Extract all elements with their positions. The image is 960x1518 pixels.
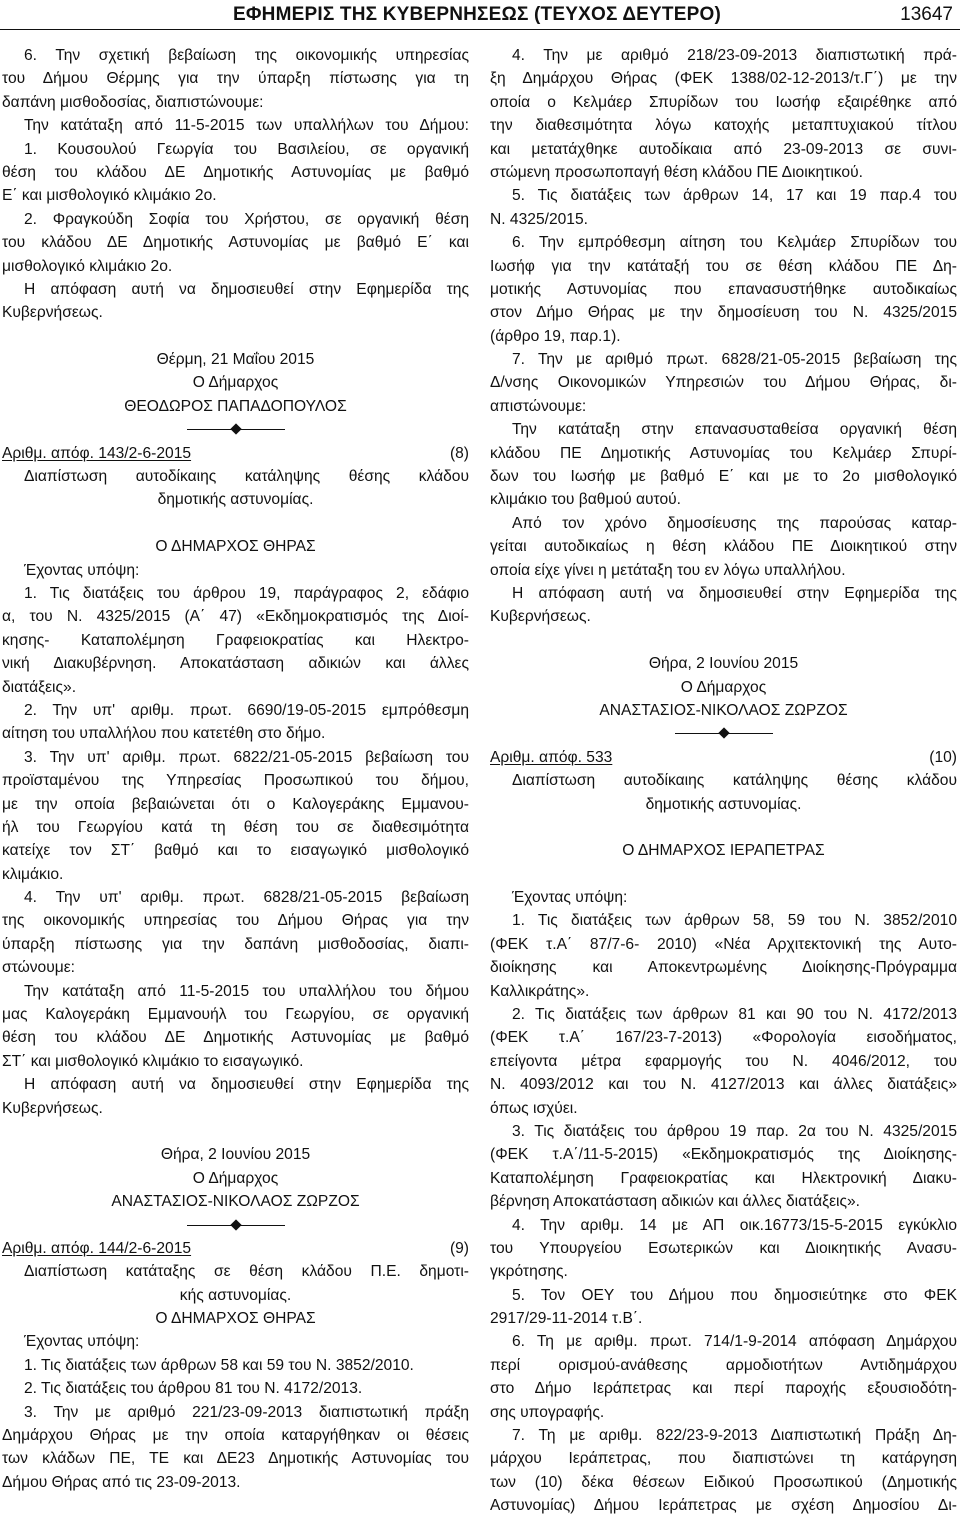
list-item — [490, 184, 957, 231]
list-item — [2, 746, 469, 886]
list-item — [490, 1330, 957, 1424]
text-line: των (10) δέκα θέσεων Ειδικού Προσωπικού (Δημοτικής — [490, 1473, 957, 1491]
paragraph — [2, 1073, 469, 1120]
decision-8 — [2, 442, 469, 1237]
text-line: Ιωσήφ για την κατάταξή του σε θέση κλάδου ΠΕ Δη- — [490, 257, 957, 275]
text-line: των κλάδων ΠΕ, ΤΕ και ΔΕ23 Δημοτικής Αστυνομίας του — [2, 1450, 469, 1468]
text-line: ΣΤ΄ και μισθολογικό κλιμάκιο το εισαγωγικό. — [2, 1052, 304, 1070]
text-line: 6. Την εμπρόθεσμη αίτηση του Κελμάερ Σπυρίδων του — [512, 234, 957, 252]
text-line: της οικονομικής υπηρεσίας του Δήμου Θήρας για την — [2, 912, 469, 930]
text-line: μοτικής Αστυνομίας που επανασυστήθηκε αυτοδικαίως — [490, 280, 957, 298]
list-item — [490, 44, 957, 184]
text-line: (ΦΕΚ τ.Α΄ 167/23-7-2013) «Φορολογία εισοδήματος, — [490, 1029, 957, 1047]
gazette-title: ΕΦΗΜΕΡΙΣ ΤΗΣ ΚΥΒΕΡΝΗΣΕΩΣ (ΤΕΥΧΟΣ ΔΕΥΤΕΡΟ) — [233, 4, 721, 25]
text-line: 1. Τις διατάξεις των άρθρων 58, 59 του Ν. 3852/2010 — [512, 912, 957, 930]
section-separator — [2, 418, 469, 441]
text-line: θέση του κλάδου ΔΕ Δημοτικής Αστυνομίας με βαθμό — [2, 1029, 469, 1047]
text-line: οποία ο Κελμάερ Σπυρίδων του Ιωσήφ εξαιρέθηκε από — [490, 93, 957, 111]
signature-role: Ο Δήμαρχος — [192, 1169, 279, 1187]
text-line: Δημάρχου Θήρας με την οποία καταργήθηκαν οι θέσεις — [2, 1427, 469, 1445]
text-line: Αστυνομίας) Δήμου Ιεράπετρας με σχέση Δημοσίου Δι- — [490, 1497, 957, 1515]
signature-date: Θήρα, 2 Ιουνίου 2015 — [648, 655, 799, 673]
text-line: 1. Κουσουλού Γεωργία του Βασιλείου, σε οργανική — [24, 140, 469, 158]
list-item — [490, 1120, 957, 1214]
signature-date: Θήρα, 2 Ιουνίου 2015 — [160, 1146, 311, 1164]
left-column — [2, 44, 469, 1494]
text-line: νική Διακυβέρνηση. Αποκατάσταση αδικιών και άλλες — [2, 655, 469, 673]
text-line: Καλλικράτης». — [490, 982, 590, 1000]
decision-number: Αριθμ. απόφ. 144/2-6-2015 — [2, 1239, 192, 1257]
text-line: 7. Τη με αριθμ. 822/23-9-2013 Διαπιστωτική Πράξη Δη- — [512, 1427, 957, 1445]
decision-title: δημοτικής αστυνομίας. — [157, 491, 314, 509]
decision-number: Αριθμ. απόφ. 533 — [490, 748, 613, 766]
text-line: δων του Ιωσήφ με βαθμό Ε΄ και με το 2ο μισθολογικό — [490, 468, 957, 486]
decision-authority: Ο ΔΗΜΑΡΧΟΣ ΘΗΡΑΣ — [155, 538, 316, 556]
list-item: 2. Τις διατάξεις του άρθρου 81 του Ν. 4172/2013. — [24, 1380, 363, 1398]
text-line: 5. Τις διατάξεις των άρθρων 14, 17 και 19 παρ.4 του — [512, 187, 957, 205]
decision-title: δημοτικής αστυνομίας. — [645, 795, 802, 813]
text-line: 4. Την με αριθμό 218/23-09-2013 διαπιστωτική πρά- — [512, 47, 957, 64]
text-line: Καταπολέμηση Γραφειοκρατίας και Ηλεκτρονική Διακυ- — [490, 1169, 957, 1187]
blank-line — [2, 512, 469, 535]
paragraph — [2, 980, 469, 1074]
text-line: Η απόφαση αυτή να δημοσιευθεί στην Εφημερίδα της — [24, 1076, 469, 1094]
text-line: Την κατάταξη στην επανασυσταθείσα οργανική θέση — [512, 421, 957, 439]
text-line: κατείχε τον ΣΤ΄ βαθμό και το εισαγωγικό μισθολογικό — [2, 842, 469, 860]
decision-title: Διαπίστωση αυτοδίκαιης κατάληψης θέσης κλάδου — [512, 772, 957, 790]
signature-name: ΑΝΑΣΤΑΣΙΟΣ-ΝΙΚΟΛΑΟΣ ΖΩΡΖΟΣ — [599, 701, 848, 719]
list-item — [490, 231, 957, 348]
text-line: επείγοντα μέτρα εφαρμογής του Ν. 4046/2012, του — [490, 1052, 957, 1070]
list-item — [490, 1003, 957, 1120]
text-line: ύπαρξη πίστωσης για την δαπάνη μισθοδοσίας, διαπι- — [2, 935, 469, 953]
blank-line — [2, 325, 469, 348]
decision-number: Αριθμ. απόφ. 143/2-6-2015 — [2, 444, 192, 462]
blank-line — [490, 629, 957, 652]
blank-line — [2, 1120, 469, 1143]
text-line: 4. Την αριθμ. 14 με ΑΠ οικ.16773/15-5-2015 εγκύκλιο — [512, 1216, 957, 1234]
text-line: 2. Τις διατάξεις των άρθρων 81 και 90 του Ν. 4172/2013 — [512, 1006, 957, 1024]
decision-title: Διαπίστωση κατάταξης σε θέση κλάδου Π.Ε. δημοτι- — [24, 1263, 469, 1281]
decision-number-row — [2, 1237, 469, 1260]
text-line: την διαθεσιμότητα λόγω κατοχής μεταπτυχιακού τίτλου — [490, 117, 957, 135]
section-separator — [2, 1214, 469, 1237]
decision-authority: Ο ΔΗΜΑΡΧΟΣ ΘΗΡΑΣ — [155, 1310, 316, 1328]
list-item — [490, 1424, 957, 1518]
decision-title: κής αστυνομίας. — [179, 1286, 292, 1304]
decision-tag: (10) — [929, 748, 957, 766]
text-line: 7. Την με αριθμό πρωτ. 6828/21-05-2015 βεβαίωση της — [512, 351, 957, 369]
text-line: με την οποία βεβαιώνεται ότι ο Καλογεράκης Εμμανου- — [2, 795, 469, 813]
text-line: 6. Τη με αριθμ. πρωτ. 714/1-9-2014 απόφαση Δημάρχου — [512, 1333, 957, 1351]
paragraph — [2, 208, 469, 278]
text-line: απιστώνουμε: — [490, 397, 587, 415]
text-line: Ν. 4325/2015. — [490, 210, 588, 228]
text-line: μισθολογικό κλιμάκιο 2ο. — [2, 257, 173, 275]
text-line: (ΦΕΚ τ.Α΄/11-5-2015) «Εκδημοκρατισμός της Διοίκησης- — [490, 1146, 957, 1164]
text-line: κησης- Καταπολέμηση Γραφειοκρατίας και Ηλεκτρο- — [2, 631, 469, 649]
list-item: 1. Τις διατάξεις των άρθρων 58 και 59 του Ν. 3852/2010. — [24, 1356, 414, 1374]
text-line: (άρθρο 19, παρ.1). — [490, 327, 621, 345]
text-line: Ν. 4093/2012 και του Ν. 4127/2013 και άλλες διατάξεις» — [490, 1076, 957, 1094]
list-item — [490, 348, 957, 418]
paragraph — [2, 114, 469, 208]
text-line: Ε΄ και μισθολογικό κλιμάκιο 2ο. — [2, 187, 217, 205]
text-line: βέρνηση Αποκατάσταση αδικιών και άλλες διατάξεις». — [490, 1193, 861, 1211]
paragraph — [2, 44, 469, 114]
text-line: του Υπουργείου Εσωτερικών και Διοικητικής Ανασυ- — [490, 1239, 957, 1257]
text-line: 4. Την υπ' αριθμ. πρωτ. 6828/21-05-2015 βεβαίωση — [24, 889, 469, 907]
text-line: οποία είχε γίνει η μετάταξη του εν λόγω υπαλλήλου. — [490, 561, 846, 579]
text-line: Κυβερνήσεως. — [2, 1099, 103, 1117]
paragraph — [2, 278, 469, 325]
list-item — [2, 699, 469, 746]
list-item — [2, 582, 469, 699]
text-line: κλιμάκιο. — [2, 865, 64, 883]
text-line: στον Δήμο Θήρας με την δημοσίευση του Ν. 4325/2015 — [490, 304, 957, 322]
text-line: (ΦΕΚ τ.Α΄ 87/7-6- 2010) «Νέα Αρχιτεκτονική της Αυτο- — [490, 935, 957, 953]
text-line: θέση του κλάδου ΔΕ Δημοτικής Αστυνομίας με βαθμό — [2, 163, 469, 181]
decision-tag: (8) — [449, 444, 469, 462]
text-line: Κυβερνήσεως. — [490, 608, 591, 626]
considering-label: Έχοντας υπόψη: — [512, 889, 628, 907]
blank-line — [490, 816, 957, 839]
right-column — [490, 44, 957, 1518]
signature-name: ΘΕΟΔΩΡΟΣ ΠΑΠΑΔΟΠΟΥΛΟΣ — [124, 397, 347, 415]
text-line: 6. Την σχετική βεβαίωση της οικονομικής υπηρεσίας — [24, 47, 469, 64]
page-header — [0, 0, 960, 34]
text-line: Την κατάταξη από 11-5-2015 του υπαλλήλου του δήμου — [24, 982, 469, 1000]
text-line: 3. Την υπ' αριθμ. πρωτ. 6822/21-05-2015 βεβαίωση του — [24, 748, 469, 766]
text-line: μάρχου Ιεράπετρας, που διαπιστώνει τη κατάργηση — [490, 1450, 957, 1468]
decision-title: Διαπίστωση αυτοδίκαιης κατάληψης θέσης κλάδου — [24, 468, 469, 486]
text-line: α, του Ν. 4325/2015 (Α΄ 47) «Εκδημοκρατισμός της Διοί- — [2, 608, 469, 626]
paragraph — [490, 418, 957, 512]
section-separator — [490, 722, 957, 745]
text-line: Κυβερνήσεως. — [2, 304, 103, 322]
text-line: γκρότησης. — [490, 1263, 568, 1281]
text-line: 5. Τον ΟΕΥ του Δήμου που δημοσιεύτηκε στο ΦΕΚ — [512, 1286, 957, 1304]
text-line: και μετατάχθηκε αυτοδίκαια από 23-09-2013 σε συνι- — [490, 140, 957, 158]
list-item — [2, 1401, 469, 1495]
signature-name: ΑΝΑΣΤΑΣΙΟΣ-ΝΙΚΟΛΑΟΣ ΖΩΡΖΟΣ — [111, 1193, 360, 1211]
considering-label: Έχοντας υπόψη: — [24, 561, 140, 579]
list-item — [490, 1284, 957, 1331]
text-line: δαπάνη μισθοδοσίας, διαπιστώνουμε: — [2, 93, 264, 111]
text-line: προϊσταμένου της Υπηρεσίας Προσωπικού του δήμου, — [2, 772, 469, 790]
text-line: Την κατάταξη από 11-5-2015 των υπαλλήλων του Δήμου: — [24, 117, 469, 135]
text-line: αίτηση του υπαλλήλου που κατετέθη στο δήμο. — [2, 725, 326, 743]
text-line: κλάδου ΠΕ Δημοτικής Αστυνομίας του Κελμάερ Σπυρί- — [490, 444, 957, 462]
decision-tag: (9) — [449, 1239, 469, 1257]
text-line: στο Δήμο Ιεράπετρας και περί παροχής εξουσιοδότη- — [490, 1380, 957, 1398]
signature-block — [2, 1143, 469, 1213]
decision-number-row — [2, 442, 469, 465]
decision-9 — [2, 1237, 469, 1494]
signature-block — [2, 348, 469, 418]
header-rule — [0, 29, 960, 30]
text-line: ξη Δημάρχου Θήρας (ΦΕΚ 1388/02-12-2013/τ.Γ΄) με την — [490, 70, 957, 88]
text-line: στώνουμε: — [2, 959, 76, 977]
page-number: 13647 — [900, 4, 953, 25]
text-line: 3. Τις διατάξεις του άρθρου 19 παρ. 2α του Ν. 4325/2015 — [512, 1122, 957, 1140]
paragraph — [490, 582, 957, 629]
list-item — [490, 1214, 957, 1284]
text-line: ήλ του Γεωργίου κατά τη θέση του σε διαθεσιμότητα — [2, 818, 469, 836]
signature-block — [490, 652, 957, 722]
text-line: Η απόφαση αυτή να δημοσιευθεί στην Εφημερίδα της — [512, 584, 957, 602]
blank-line — [490, 863, 957, 886]
list-item — [2, 886, 469, 980]
text-line: Η απόφαση αυτή να δημοσιευθεί στην Εφημερίδα της — [24, 280, 469, 298]
text-line: 2. Την υπ' αριθμ. πρωτ. 6690/19-05-2015 εμπρόθεσμη — [24, 701, 469, 719]
decision-number-row — [490, 746, 957, 769]
signature-role: Ο Δήμαρχος — [192, 374, 279, 392]
text-line: Δήμου Θήρας από τις 23-09-2013. — [2, 1473, 241, 1491]
text-line: στώμενη προσωποπαγή θέση κλάδου ΠΕ Διοικητικού. — [490, 163, 863, 181]
list-item — [490, 909, 957, 1003]
text-line: του κλάδου ΔΕ Δημοτικής Αστυνομίας με βαθμό Ε΄ και — [2, 234, 469, 252]
text-line: όπως ισχύει. — [490, 1099, 578, 1117]
text-line: διατάξεις». — [2, 678, 77, 696]
considering-label: Έχοντας υπόψη: — [24, 1333, 140, 1351]
text-line: Δ/νσης Οικονομικών Υπηρεσιών του Δήμου Θήρας, δι- — [490, 374, 957, 392]
signature-role: Ο Δήμαρχος — [680, 678, 767, 696]
text-line: 2917/29-11-2014 τ.Β΄. — [490, 1310, 643, 1328]
decision-authority: Ο ΔΗΜΑΡΧΟΣ ΙΕΡΑΠΕΤΡΑΣ — [622, 842, 825, 860]
decision-10 — [490, 746, 957, 1518]
paragraph — [490, 512, 957, 582]
text-line: γείται αυτοδικαίως η θέση κλάδου ΠΕ Διοικητικού στην — [490, 538, 957, 556]
text-line: μας Καλογεράκη Εμμανουήλ του Γεωργίου, σε οργανική — [2, 1006, 469, 1024]
text-line: σης υπογραφής. — [490, 1403, 605, 1421]
text-line: 1. Τις διατάξεις του άρθρου 19, παράγραφος 2, εδάφιο — [24, 584, 469, 602]
text-line: διοίκησης και Αποκεντρωμένης Διοίκησης-Πρόγραμμα — [490, 959, 957, 977]
text-line: κλιμάκιο του βαθμού αυτού. — [490, 491, 681, 509]
text-line: Από τον χρόνο δημοσίευσης της παρούσας καταρ- — [512, 514, 957, 532]
text-line: περί ορισμού-ανάθεσης αρμοδιοτήτων Αντιδημάρχου — [490, 1356, 957, 1374]
text-line: 3. Την με αριθμό 221/23-09-2013 διαπιστωτική πράξη — [24, 1403, 469, 1421]
signature-date: Θέρμη, 21 Μαΐου 2015 — [156, 351, 315, 369]
text-line: 2. Φραγκούδη Σοφία του Χρήστου, σε οργανική θέση — [24, 210, 469, 228]
text-line: του Δήμου Θέρμης για την ύπαρξη πίστωσης για τη — [2, 70, 469, 88]
